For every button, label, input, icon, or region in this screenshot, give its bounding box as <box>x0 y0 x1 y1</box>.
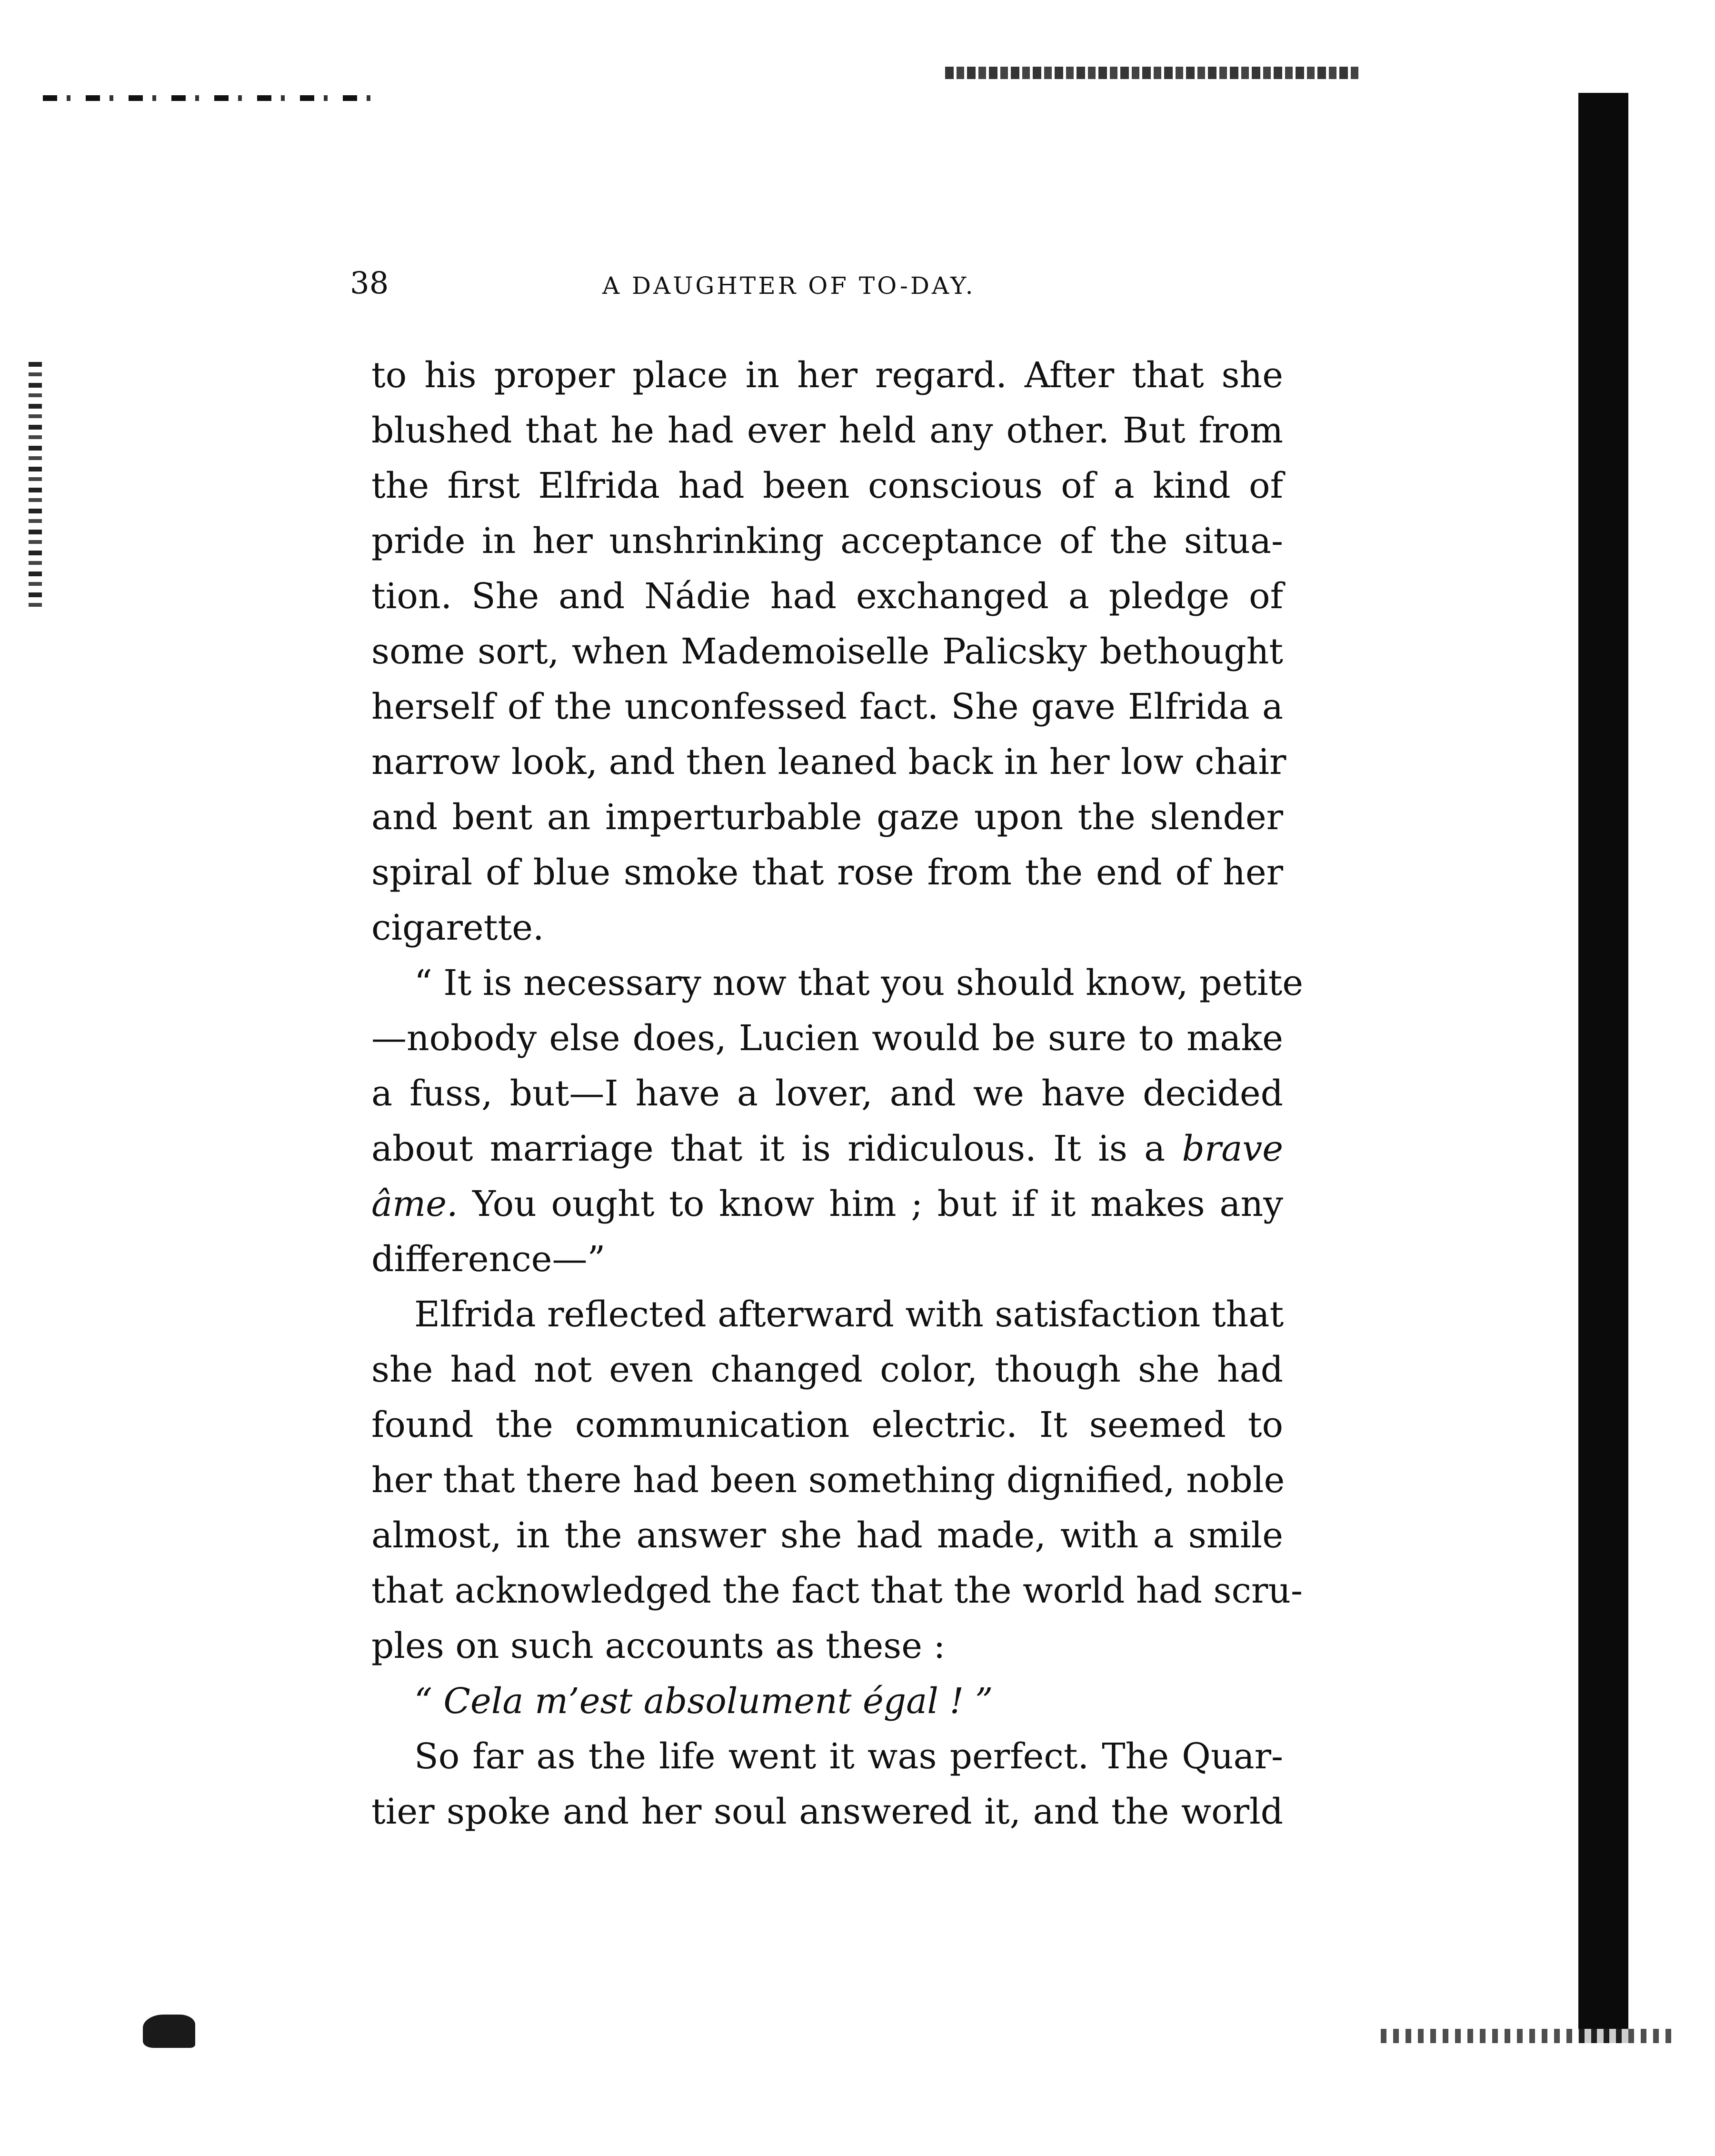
text-line: herself of the unconfessed fact. She gave Elfrida a <box>371 686 1283 727</box>
text-line: So far as the life went it was perfect. The Quar- <box>414 1736 1283 1777</box>
italic-run: brave <box>1182 1128 1283 1169</box>
italic-run: âme. <box>371 1183 458 1224</box>
text-line: the first Elfrida had been conscious of a kind of <box>371 465 1283 506</box>
scan-noise-top <box>945 67 1359 79</box>
page-header <box>350 264 1283 302</box>
text-line: —nobody else does, Lucien would be sure to make <box>371 1018 1283 1059</box>
text-line: ples on such accounts as these : <box>371 1625 946 1666</box>
text-line: “ It is necessary now that you should know, petite <box>414 963 1304 1003</box>
text-line: cigarette. <box>371 907 544 948</box>
text-line: found the communication electric. It seemed to <box>371 1404 1283 1445</box>
text-run: You ought to know him ; but if it makes any <box>458 1183 1283 1224</box>
scan-edge-shadow <box>1578 93 1628 2043</box>
text-line: Elfrida reflected afterward with satisfaction that <box>414 1294 1284 1335</box>
scan-noise-bottom <box>1381 2029 1676 2043</box>
text-line: a fuss, but—I have a lover, and we have decided <box>371 1073 1283 1114</box>
running-head: A DAUGHTER OF TO-DAY. <box>602 272 976 300</box>
quote-line: “ Cela m’est absolument égal ! ” <box>414 1681 993 1722</box>
text-line: her that there had been something dignified, noble <box>371 1460 1285 1501</box>
text-line: spiral of blue smoke that rose from the end of her <box>371 852 1283 893</box>
text-line: almost, in the answer she had made, with a smile <box>371 1515 1283 1556</box>
body-text <box>371 348 1304 1839</box>
page-number: 38 <box>350 266 389 301</box>
scan-noise-bottom-left <box>143 2015 195 2048</box>
text-line: that acknowledged the fact that the world had scru- <box>371 1570 1303 1611</box>
text-line <box>371 1121 1283 1176</box>
text-line: and bent an imperturbable gaze upon the slender <box>371 797 1283 838</box>
scan-noise-left <box>29 362 42 610</box>
text-line: pride in her unshrinking acceptance of the situa- <box>371 521 1283 562</box>
text-run: about marriage that it is ridiculous. It is a <box>371 1128 1182 1169</box>
text-line <box>371 1176 1283 1232</box>
text-line: tier spoke and her soul answered it, and the world <box>371 1791 1283 1832</box>
text-line: difference—” <box>371 1239 606 1280</box>
text-line: she had not even changed color, though she had <box>371 1349 1283 1390</box>
scan-noise-top-left <box>43 95 381 101</box>
text-line: tion. She and Nádie had exchanged a pledge of <box>371 576 1283 617</box>
text-line: some sort, when Mademoiselle Palicsky bethought <box>371 631 1283 672</box>
text-line: narrow look, and then leaned back in her low chair <box>371 742 1286 782</box>
text-line: blushed that he had ever held any other. But from <box>371 410 1283 451</box>
text-line: to his proper place in her regard. After that she <box>371 355 1283 396</box>
